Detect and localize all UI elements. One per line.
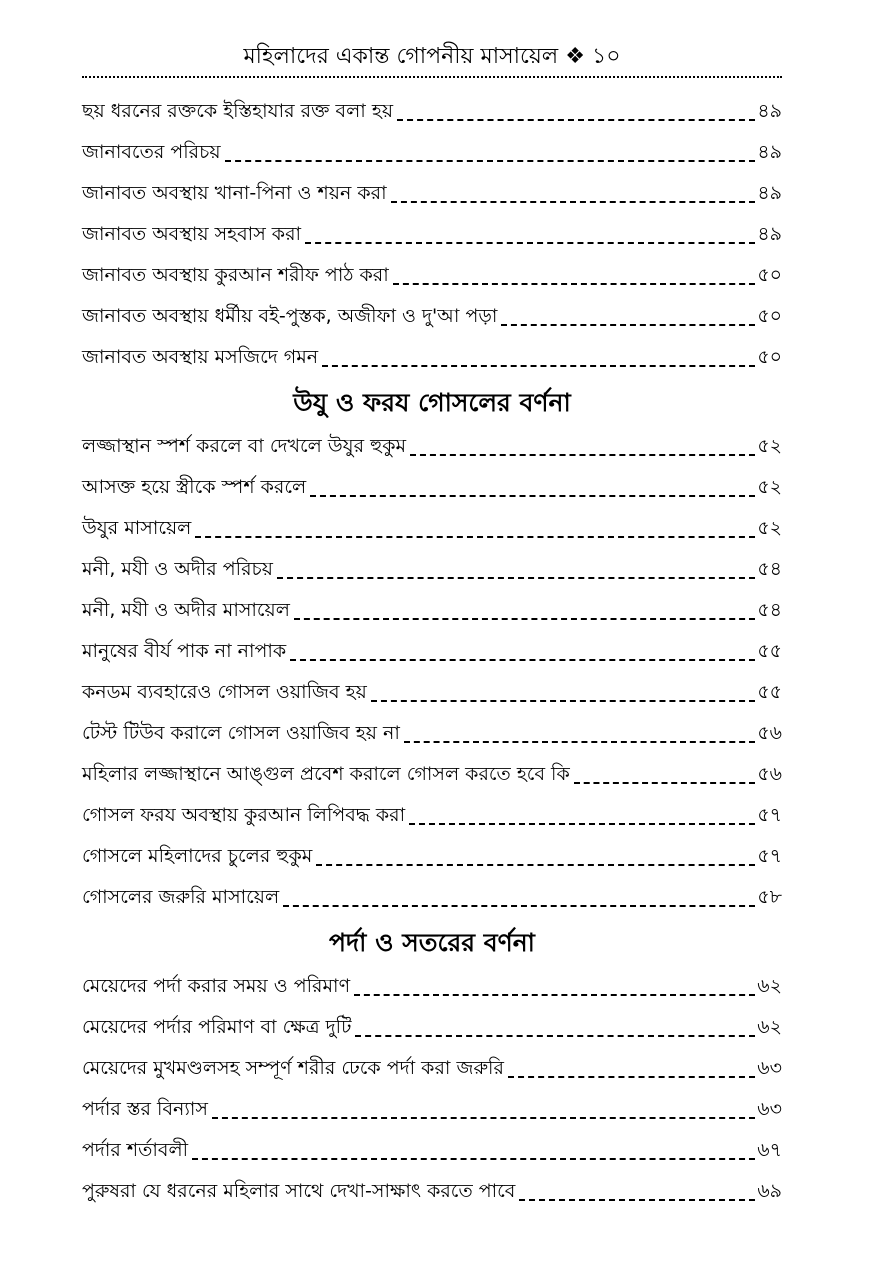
section-heading: পর্দা ও সতরের বর্ণনা [329, 928, 535, 957]
toc-entry [82, 628, 782, 669]
toc-entry-title: মহিলার লজ্জাস্থানে আঙ্গুল প্রবেশ করালে গোসল করতে হবে কি [82, 763, 570, 785]
dash-leader [277, 577, 755, 579]
toc-entry-page: ৬৩ [757, 1057, 782, 1079]
toc-entry [82, 211, 782, 252]
toc-entry [82, 88, 782, 129]
toc-entry [82, 963, 782, 1004]
toc-entry-page: ৬৯ [757, 1180, 782, 1202]
toc-entry-title: ছয় ধরনের রক্তকে ইস্তিহাযার রক্ত বলা হয় [82, 100, 394, 122]
toc-entry-page: ৬৭ [757, 1139, 782, 1161]
dash-leader [212, 1117, 755, 1119]
toc-entry-title: উযুর মাসায়েল [82, 517, 192, 539]
toc-entry-page: ৫০ [757, 305, 782, 327]
dash-leader [391, 201, 756, 203]
toc-entry-title: লজ্জাস্থান স্পর্শ করলে বা দেখলে উযুর হুকুম [82, 435, 407, 457]
book-title: মহিলাদের একান্ত গোপনীয় মাসায়েল [243, 44, 559, 69]
toc-entry-title: টেস্ট টিউব করালে গোসল ওয়াজিব হয় না [82, 722, 400, 744]
dash-leader [410, 454, 755, 456]
toc-group-3 [82, 963, 782, 1209]
page-number: ১০ [591, 44, 621, 69]
dash-leader [354, 994, 755, 996]
dash-leader [294, 618, 755, 620]
toc-entry-page: ৪৯ [757, 182, 782, 204]
dash-leader [192, 1158, 755, 1160]
table-of-contents [82, 88, 782, 1209]
toc-entry-title: আসক্ত হয়ে স্ত্রীকে স্পর্শ করলে [82, 476, 307, 498]
toc-entry [82, 423, 782, 464]
dash-leader [322, 365, 755, 367]
toc-entry-title: গোসলে মহিলাদের চুলের হুকুম [82, 845, 313, 867]
toc-entry-title: মানুষের বীর্য পাক না নাপাক [82, 640, 287, 662]
toc-entry-page: ৫৭ [757, 845, 782, 867]
toc-entry-page: ৫২ [757, 435, 782, 457]
toc-entry [82, 293, 782, 334]
section-heading: উযু ও ফরয গোসলের বর্ণনা [293, 388, 571, 417]
dash-leader [355, 1035, 755, 1037]
toc-entry [82, 710, 782, 751]
toc-entry-title: মেয়েদের পর্দার পরিমাণ বা ক্ষেত্র দুটি [82, 1016, 352, 1038]
toc-entry-title: গোসল ফরয অবস্থায় কুরআন লিপিবদ্ধ করা [82, 804, 406, 826]
toc-entry-title: জানাবতের পরিচয় [82, 141, 221, 163]
toc-entry [82, 1045, 782, 1086]
toc-entry-page: ৫২ [757, 476, 782, 498]
toc-entry [82, 833, 782, 874]
toc-entry [82, 1168, 782, 1209]
running-header [82, 40, 782, 74]
toc-entry-page: ৫০ [757, 346, 782, 368]
toc-entry [82, 334, 782, 375]
toc-entry-page: ৬৩ [757, 1098, 782, 1120]
toc-entry-title: মেয়েদের পর্দা করার সময় ও পরিমাণ [82, 975, 351, 997]
toc-entry-title: পুরুষরা যে ধরনের মহিলার সাথে দেখা-সাক্ষাৎ করতে পাবে [82, 1180, 516, 1202]
toc-entry [82, 587, 782, 628]
toc-entry [82, 170, 782, 211]
toc-entry-page: ৪৯ [757, 223, 782, 245]
separator-ornament-icon: ❖ [565, 44, 585, 69]
dash-leader [283, 905, 755, 907]
toc-entry-page: ৫০ [757, 264, 782, 286]
toc-entry-title: গোসলের জরুরি মাসায়েল [82, 886, 280, 908]
header-dotted-rule [82, 76, 782, 78]
dash-leader [225, 160, 756, 162]
toc-group-2 [82, 423, 782, 915]
toc-entry-title: মনী, মযী ও অদীর পরিচয় [82, 558, 273, 580]
toc-entry [82, 751, 782, 792]
dash-leader [574, 782, 756, 784]
toc-entry-title: পর্দার স্তর বিন্যাস [82, 1098, 208, 1120]
toc-entry-page: ৪৯ [757, 141, 782, 163]
toc-entry [82, 546, 782, 587]
toc-entry [82, 1086, 782, 1127]
dash-leader [508, 1076, 755, 1078]
dash-leader [316, 864, 755, 866]
toc-entry-title: মনী, মযী ও অদীর মাসায়েল [82, 599, 290, 621]
dash-leader [397, 119, 755, 121]
toc-entry-page: ৫৪ [757, 599, 782, 621]
dash-leader [290, 659, 755, 661]
toc-entry [82, 1127, 782, 1168]
toc-entry [82, 874, 782, 915]
toc-entry-page: ৫৭ [757, 804, 782, 826]
toc-entry-page: ৫২ [757, 517, 782, 539]
dash-leader [371, 700, 756, 702]
dash-leader [310, 495, 755, 497]
toc-entry-title: জানাবত অবস্থায় কুরআন শরীফ পাঠ করা [82, 264, 389, 286]
toc-entry-page: ৫৬ [757, 722, 782, 744]
toc-entry [82, 464, 782, 505]
toc-entry-page: ৫৪ [757, 558, 782, 580]
toc-entry [82, 505, 782, 546]
dash-leader [305, 242, 755, 244]
toc-entry-title: জানাবত অবস্থায় খানা-পিনা ও শয়ন করা [82, 182, 387, 204]
toc-entry [82, 129, 782, 170]
toc-entry-page: ৫৬ [757, 763, 782, 785]
toc-entry-title: জানাবত অবস্থায় মসজিদে গমন [82, 346, 319, 368]
dash-leader [519, 1199, 755, 1201]
toc-entry [82, 252, 782, 293]
dash-leader [195, 536, 755, 538]
toc-entry [82, 669, 782, 710]
toc-entry-title: জানাবত অবস্থায় ধর্মীয় বই-পুস্তক, অজীফা ও দু'আ পড়া [82, 305, 498, 327]
toc-entry [82, 1004, 782, 1045]
toc-group-1 [82, 88, 782, 375]
toc-entry-page: ৪৯ [757, 100, 782, 122]
toc-entry-page: ৬২ [757, 975, 782, 997]
dash-leader [404, 741, 755, 743]
toc-entry-title: মেয়েদের মুখমণ্ডলসহ সম্পূর্ণ শরীর ঢেকে পর্দা করা জরুরি [82, 1057, 504, 1079]
dash-leader [393, 283, 756, 285]
toc-entry-page: ৬২ [757, 1016, 782, 1038]
toc-entry-title: জানাবত অবস্থায় সহবাস করা [82, 223, 302, 245]
dash-leader [409, 823, 755, 825]
toc-entry-page: ৫৮ [757, 886, 782, 908]
toc-entry-title: কনডম ব্যবহারেও গোসল ওয়াজিব হয় [82, 681, 367, 703]
dash-leader [501, 324, 755, 326]
toc-page [82, 40, 782, 1209]
toc-entry-page: ৫৫ [757, 681, 782, 703]
toc-entry [82, 792, 782, 833]
toc-entry-title: পর্দার শর্তাবলী [82, 1139, 189, 1161]
toc-entry-page: ৫৫ [757, 640, 782, 662]
